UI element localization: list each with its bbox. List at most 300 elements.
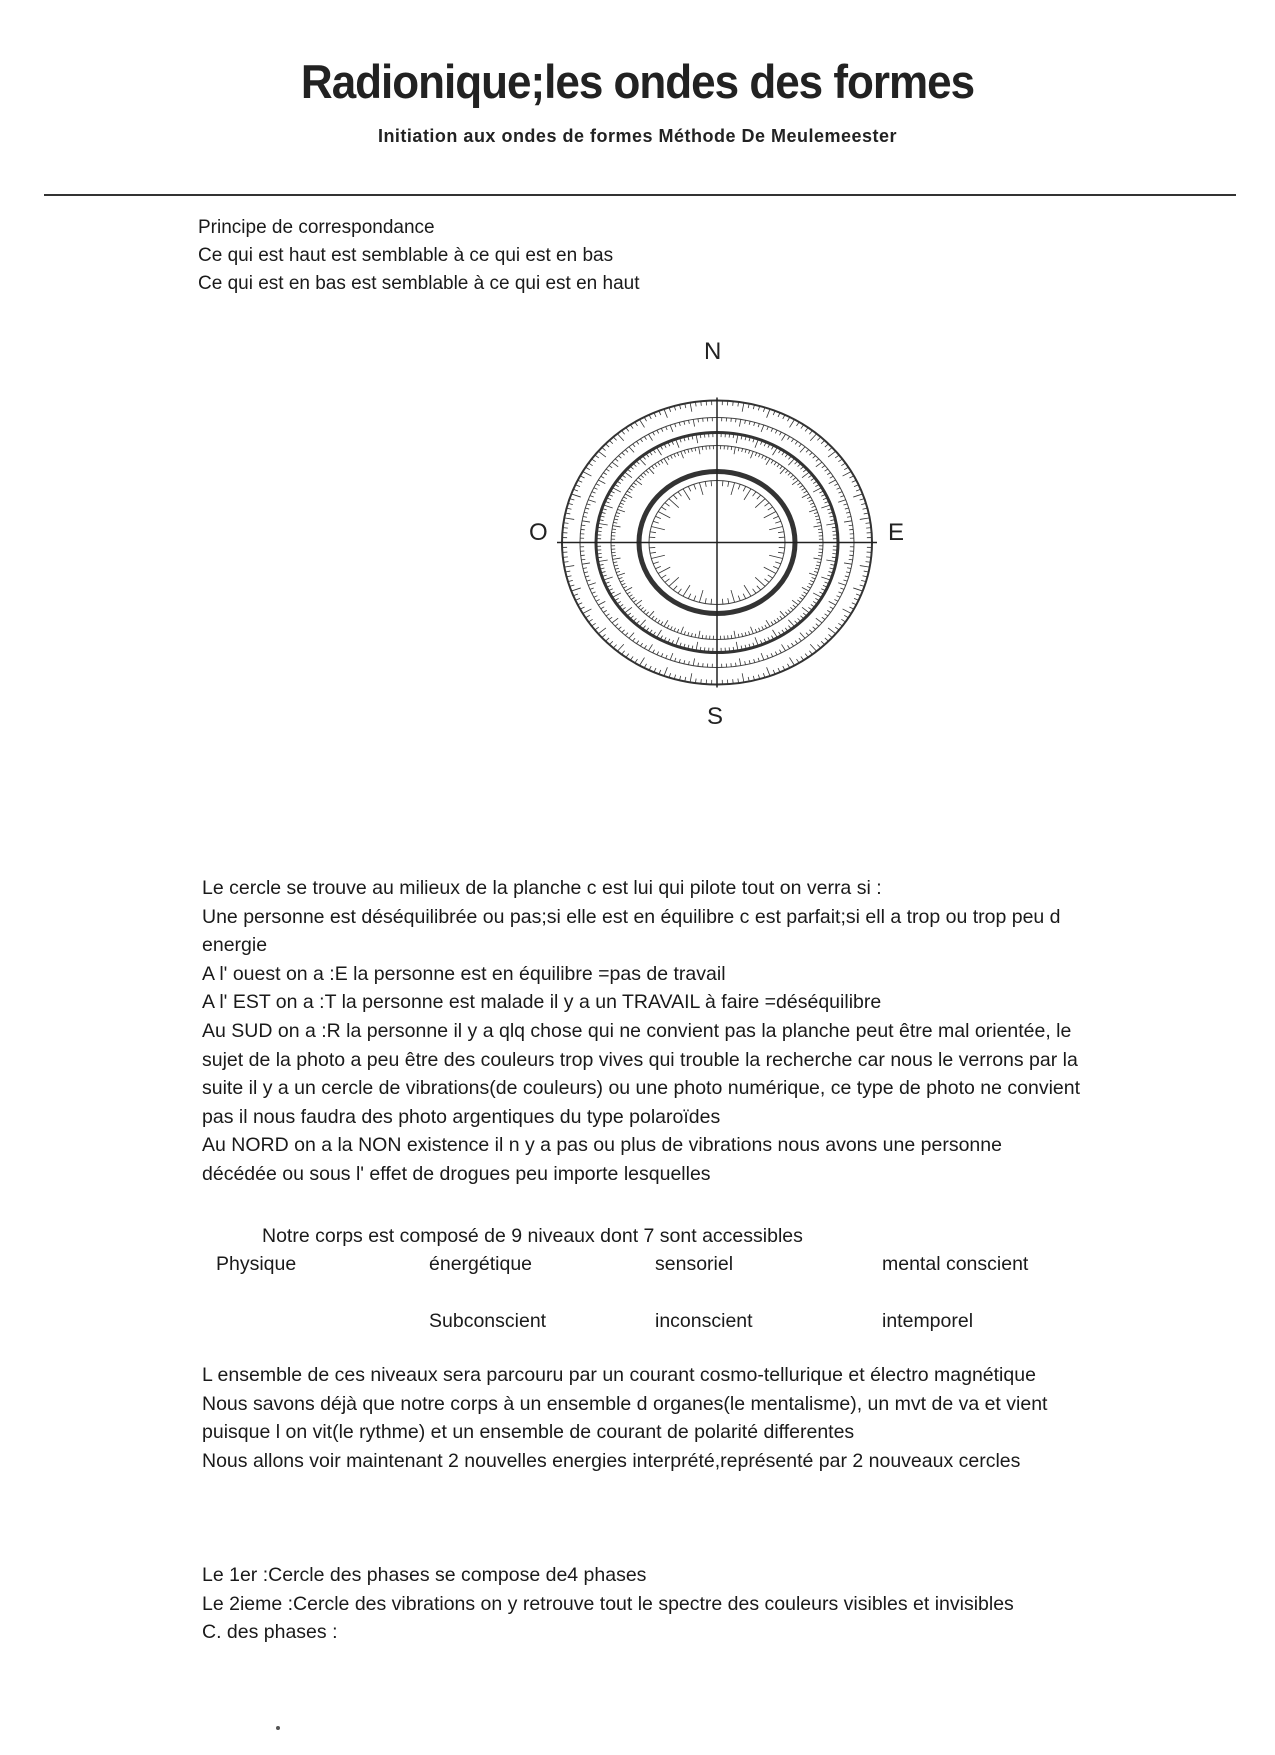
tick-mark	[601, 607, 604, 609]
tick-mark	[844, 615, 848, 617]
tick-mark	[722, 599, 723, 604]
level-item: intemporel	[882, 1310, 974, 1332]
tick-mark	[606, 614, 609, 616]
tick-mark	[676, 439, 679, 448]
tick-mark	[802, 587, 809, 591]
tick-mark	[755, 629, 756, 632]
tick-mark	[775, 430, 777, 433]
tick-mark	[802, 494, 809, 498]
tick-mark	[854, 485, 859, 487]
intro-line: Ce qui est haut est semblable à ce qui est en bas	[198, 245, 614, 266]
tick-mark	[702, 635, 703, 639]
tick-mark	[788, 473, 791, 476]
tick-mark	[785, 612, 788, 615]
tick-mark	[614, 565, 618, 566]
tick-mark	[800, 485, 803, 487]
tick-mark	[649, 434, 653, 440]
tick-mark	[729, 647, 730, 652]
tick-mark	[626, 428, 629, 432]
tick-mark	[590, 496, 594, 497]
tick-mark	[690, 403, 692, 412]
tick-mark	[840, 588, 844, 589]
tick-mark	[765, 625, 767, 628]
tick-mark	[847, 568, 851, 569]
tick-mark	[636, 480, 642, 485]
tick-mark	[739, 658, 740, 665]
tick-mark	[620, 580, 624, 581]
tick-mark	[768, 575, 773, 578]
tick-mark	[787, 436, 789, 439]
tick-mark	[693, 658, 694, 665]
tick-mark	[809, 453, 812, 456]
tick-mark	[675, 424, 676, 427]
tick-mark	[669, 499, 679, 508]
tick-mark	[733, 679, 734, 684]
tick-mark	[653, 521, 659, 523]
tick-mark	[745, 420, 746, 424]
tick-mark	[695, 634, 696, 638]
tick-mark	[624, 607, 632, 613]
tick-mark	[617, 644, 623, 651]
tick-mark	[582, 563, 590, 564]
tick-mark	[749, 631, 750, 634]
tick-mark	[822, 466, 825, 468]
tick-mark	[658, 620, 660, 623]
tick-mark	[821, 440, 824, 443]
tick-mark	[633, 463, 636, 466]
tick-mark	[584, 512, 588, 513]
tick-mark	[729, 433, 730, 438]
tick-mark	[581, 525, 585, 526]
tick-mark	[810, 434, 816, 441]
tick-mark	[814, 513, 818, 514]
tick-mark	[679, 659, 680, 663]
tick-mark	[798, 618, 801, 621]
tick-mark	[795, 441, 797, 444]
tick-mark	[583, 568, 587, 569]
tick-mark	[818, 555, 822, 556]
tick-mark	[612, 555, 616, 556]
tick-mark	[624, 472, 632, 478]
tick-mark	[849, 476, 853, 478]
tick-mark	[689, 420, 690, 424]
tick-mark	[758, 424, 759, 427]
compass-label-north: N	[704, 338, 722, 365]
tick-mark	[601, 476, 604, 478]
tick-mark	[845, 576, 849, 577]
tick-mark	[636, 641, 638, 644]
tick-mark	[688, 594, 691, 599]
tick-mark	[796, 659, 799, 663]
tick-mark	[633, 600, 636, 602]
tick-mark	[802, 595, 805, 597]
tick-mark	[782, 434, 786, 440]
tick-mark	[773, 447, 778, 455]
tick-mark	[629, 633, 634, 639]
tick-mark	[764, 579, 769, 583]
tick-mark	[693, 419, 694, 426]
tick-mark	[810, 503, 814, 504]
tick-mark	[773, 630, 778, 638]
tick-mark	[676, 637, 679, 646]
tick-mark	[809, 583, 813, 585]
tick-mark	[584, 572, 588, 573]
document-subtitle: Initiation aux ondes de formes Méthode De Meulemeester	[377, 126, 898, 146]
tick-mark	[738, 596, 740, 601]
tick-mark	[761, 653, 764, 660]
tick-mark	[771, 428, 773, 431]
tick-mark	[609, 617, 612, 619]
tick-mark	[804, 592, 807, 594]
tick-mark	[782, 644, 786, 650]
compass-label-west: O	[529, 519, 548, 546]
tick-mark	[734, 631, 735, 638]
tick-mark	[806, 450, 809, 453]
tick-mark	[817, 562, 821, 563]
paragraph: Le 1er :Cercle des phases se compose de4 phases	[202, 1564, 647, 1586]
circles-block	[202, 1561, 1082, 1647]
tick-mark	[649, 644, 653, 650]
tick-mark	[631, 597, 634, 599]
tick-mark	[813, 593, 822, 598]
tick-mark	[684, 450, 685, 453]
tick-mark	[636, 600, 642, 605]
tick-mark	[757, 495, 761, 499]
tick-mark	[779, 432, 781, 435]
tick-mark	[745, 632, 746, 636]
tick-mark	[588, 463, 592, 466]
tick-mark	[588, 583, 596, 585]
tick-mark	[777, 618, 779, 621]
tick-mark	[673, 586, 677, 590]
tick-mark	[810, 580, 814, 581]
tick-mark	[677, 629, 678, 632]
tick-mark	[649, 611, 654, 617]
tick-mark	[699, 483, 703, 495]
tick-mark	[612, 462, 618, 467]
tick-mark	[646, 612, 649, 615]
compass-diagram	[555, 395, 879, 690]
tick-mark	[688, 632, 689, 636]
tick-mark	[649, 415, 651, 419]
tick-mark	[816, 618, 822, 623]
tick-mark	[758, 454, 760, 457]
tick-mark	[598, 480, 605, 484]
tick-mark	[585, 576, 589, 577]
tick-mark	[575, 485, 580, 487]
tick-mark	[586, 615, 590, 617]
tick-mark	[619, 506, 623, 507]
tick-mark	[742, 633, 743, 637]
tick-mark	[571, 588, 580, 591]
tick-mark	[613, 558, 621, 559]
tick-mark	[688, 486, 691, 491]
tick-mark	[651, 526, 665, 529]
tick-mark	[630, 616, 634, 619]
tick-mark	[613, 437, 616, 440]
tick-mark	[788, 458, 794, 465]
tick-mark	[602, 634, 606, 637]
tick-mark	[733, 401, 734, 406]
tick-mark	[661, 428, 663, 431]
tick-mark	[595, 455, 599, 458]
tick-mark	[655, 516, 660, 518]
tick-mark	[728, 598, 729, 603]
scan-mark	[276, 1726, 280, 1730]
tick-mark	[809, 500, 813, 502]
tick-mark	[804, 491, 807, 493]
tick-mark	[587, 504, 591, 505]
tick-mark	[617, 573, 625, 576]
tick-mark	[814, 571, 818, 572]
tick-mark	[681, 627, 684, 634]
tick-mark	[775, 562, 781, 564]
tick-mark	[580, 476, 584, 478]
tick-mark	[701, 401, 702, 406]
tick-mark	[644, 664, 646, 668]
tick-mark	[671, 455, 673, 458]
tick-mark	[598, 628, 606, 634]
tick-mark	[653, 562, 659, 564]
tick-mark	[816, 519, 820, 520]
tick-mark	[843, 609, 852, 614]
tick-mark	[788, 610, 791, 613]
tick-mark	[799, 444, 801, 447]
paragraph: Au SUD on a :R la personne il y a qlq chose qui ne convient pas la planche peut être mal orientée, le sujet de la photo a peu être des couleurs trop vives qui trouble la recherche car nous le verrons par la suite il y a un cercle de vibrations(de couleurs) ou une photo numérique, ce type de photo ne convient pas il nous faudra des photo argentiques du type polaroïdes	[202, 1019, 1081, 1128]
tick-mark	[582, 521, 590, 522]
tick-mark	[802, 488, 805, 490]
tick-mark	[801, 425, 804, 429]
tick-mark	[755, 453, 756, 456]
tick-mark	[827, 610, 830, 612]
tick-mark	[767, 427, 768, 430]
tick-mark	[821, 577, 830, 580]
tick-mark	[778, 532, 784, 533]
tick-mark	[838, 500, 846, 502]
tick-mark	[745, 661, 746, 665]
tick-mark	[615, 568, 619, 569]
tick-mark	[683, 489, 690, 500]
tick-mark	[783, 415, 785, 419]
tick-mark	[839, 592, 843, 593]
tick-mark	[837, 596, 841, 598]
tick-mark	[852, 480, 856, 482]
tick-mark	[609, 641, 612, 644]
tick-mark	[788, 620, 794, 627]
tick-mark	[817, 645, 820, 648]
tick-mark	[743, 594, 746, 599]
tick-mark	[655, 618, 657, 621]
tick-mark	[630, 425, 633, 429]
tick-mark	[639, 458, 645, 465]
tick-mark	[751, 627, 754, 634]
tick-mark	[588, 619, 592, 622]
tick-mark	[809, 651, 812, 655]
header-divider	[44, 194, 1236, 196]
tick-mark	[636, 441, 638, 444]
tick-mark	[641, 475, 644, 478]
tick-mark	[612, 618, 618, 623]
tick-mark	[792, 480, 798, 485]
tick-mark	[754, 659, 755, 663]
tick-mark	[606, 469, 609, 471]
tick-mark	[638, 605, 641, 607]
paragraph: Une personne est déséquilibrée ou pas;si elle est en équilibre c est parfait;si ell a trop ou trop peu d energie	[202, 905, 1061, 957]
tick-mark	[731, 446, 732, 450]
tick-mark	[802, 607, 810, 613]
tick-mark	[742, 448, 743, 452]
tick-mark	[666, 427, 667, 430]
tick-mark	[674, 454, 676, 457]
tick-mark	[758, 658, 759, 661]
tick-mark	[664, 667, 667, 676]
tick-mark	[807, 497, 811, 499]
tick-mark	[845, 508, 849, 509]
tick-mark	[612, 593, 621, 598]
tick-mark	[835, 455, 839, 458]
tick-mark	[817, 437, 820, 440]
tick-mark	[816, 459, 819, 461]
tick-mark	[683, 585, 690, 596]
tick-mark	[825, 638, 829, 641]
tick-mark	[828, 451, 836, 457]
tick-mark	[821, 505, 830, 508]
tick-mark	[644, 645, 646, 648]
tick-mark	[650, 552, 656, 553]
tick-mark	[722, 481, 723, 486]
tick-mark	[652, 616, 654, 619]
tick-mark	[658, 512, 670, 518]
tick-mark	[825, 614, 828, 616]
tick-mark	[603, 610, 606, 612]
tick-mark	[564, 566, 574, 568]
tick-mark	[755, 439, 758, 448]
tick-mark	[564, 518, 574, 520]
tick-mark	[653, 650, 655, 653]
tick-mark	[594, 596, 598, 598]
tick-mark	[829, 480, 836, 484]
tick-mark	[860, 566, 870, 568]
tick-mark	[846, 512, 850, 513]
tick-mark	[834, 484, 838, 486]
tick-mark	[661, 460, 663, 463]
tick-mark	[592, 492, 596, 493]
tick-mark	[728, 481, 729, 486]
tick-mark	[828, 628, 836, 634]
tick-mark	[603, 577, 612, 580]
tick-mark	[646, 470, 649, 473]
tick-mark	[814, 526, 822, 527]
tick-mark	[616, 513, 620, 514]
tick-mark	[837, 488, 841, 490]
tick-mark	[790, 475, 793, 478]
tick-mark	[767, 655, 768, 658]
tick-mark	[809, 431, 812, 435]
level-item: énergétique	[429, 1253, 533, 1275]
tick-mark	[643, 473, 646, 476]
tick-mark	[711, 481, 712, 486]
tick-mark	[731, 635, 732, 639]
tick-mark	[849, 559, 853, 560]
tick-mark	[627, 491, 630, 493]
tick-mark	[745, 449, 746, 453]
tick-mark	[629, 488, 632, 490]
tick-mark	[765, 457, 767, 460]
tick-mark	[575, 598, 580, 600]
tick-mark	[764, 567, 776, 573]
tick-mark	[694, 484, 696, 489]
tick-mark	[679, 422, 680, 426]
tick-mark	[625, 633, 628, 636]
tick-mark	[780, 466, 782, 469]
tick-mark	[751, 451, 754, 458]
tick-mark	[585, 508, 589, 509]
tick-mark	[649, 666, 651, 670]
tick-mark	[631, 485, 634, 487]
tick-mark	[744, 585, 751, 596]
tick-mark	[828, 447, 832, 450]
tick-mark	[753, 589, 756, 593]
tick-mark	[738, 484, 740, 489]
tick-mark	[843, 504, 847, 505]
tick-mark	[796, 422, 799, 426]
tick-mark	[694, 596, 696, 601]
tick-mark	[704, 433, 705, 438]
paragraph: A l' EST on a :T la personne est malade il y a un TRAVAIL à faire =déséquilibre	[202, 991, 882, 1014]
tick-mark	[603, 505, 612, 508]
tick-mark	[799, 638, 801, 641]
tick-mark	[583, 517, 587, 518]
tick-mark	[629, 447, 634, 453]
tick-mark	[613, 522, 617, 523]
tick-mark	[664, 458, 668, 464]
tick-mark	[783, 666, 785, 670]
tick-mark	[592, 592, 596, 593]
tick-mark	[806, 633, 809, 636]
tick-mark	[614, 519, 618, 520]
tick-mark	[822, 617, 825, 619]
tick-mark	[658, 462, 660, 465]
tick-mark	[598, 523, 608, 525]
tick-mark	[689, 661, 690, 665]
tick-mark	[757, 586, 761, 590]
levels-intro: Notre corps est composé de 9 niveaux dont 7 sont accessibles	[262, 1225, 803, 1247]
tick-mark	[860, 518, 870, 520]
tick-mark	[841, 463, 845, 466]
paragraph: Le cercle se trouve au milieux de la planche c est lui qui pilote tout on verra si :	[202, 877, 882, 899]
paragraph: Nous allons voir maintenant 2 nouvelles energies interprété,représenté par 2 nouveaux cercles	[202, 1449, 1021, 1472]
tick-mark	[684, 660, 685, 664]
tick-mark	[738, 448, 739, 452]
level-item: mental conscient	[882, 1253, 1029, 1275]
tick-mark	[578, 603, 582, 605]
tick-mark	[793, 478, 796, 480]
tick-mark	[838, 459, 842, 462]
tick-mark	[622, 500, 626, 502]
tick-mark	[825, 469, 828, 471]
tick-mark	[795, 641, 797, 644]
compass-label-east: E	[888, 519, 905, 546]
tick-mark	[773, 516, 778, 518]
tick-mark	[736, 663, 737, 667]
tick-mark	[691, 448, 692, 452]
tick-mark	[623, 586, 627, 588]
tick-mark	[644, 417, 646, 421]
tick-mark	[583, 472, 592, 477]
tick-mark	[640, 643, 642, 646]
tick-mark	[777, 464, 779, 467]
tick-mark	[674, 628, 676, 631]
